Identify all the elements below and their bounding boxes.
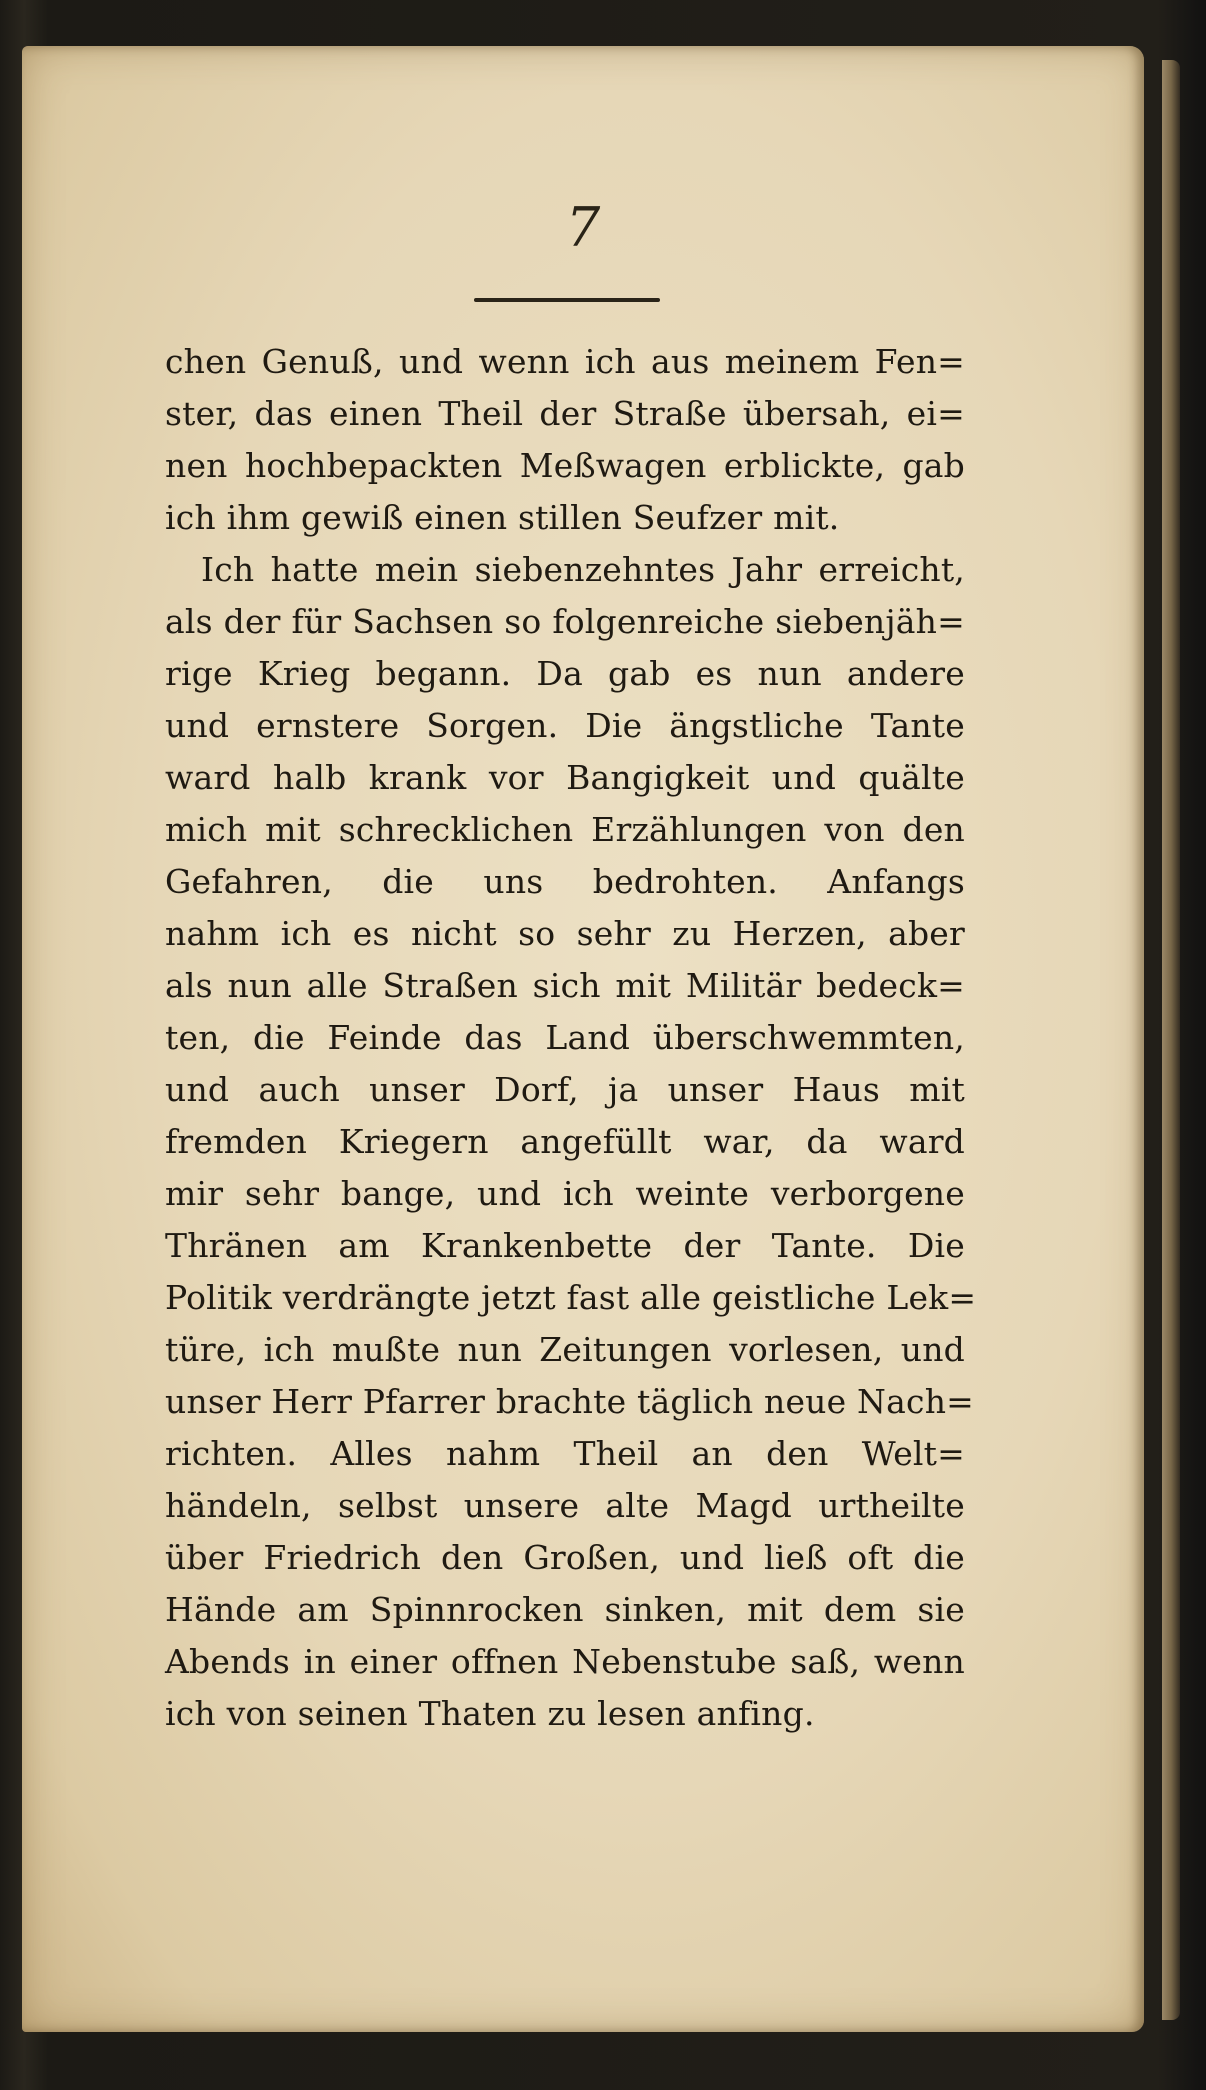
text-line: als der für Sachsen so folgenreiche siebenjäh=	[165, 602, 965, 641]
body-text	[165, 336, 977, 1740]
text-line: Abends in einer offnen Nebenstube saß, wenn	[165, 1642, 965, 1681]
text-line: ward halb krank vor Bangigkeit und quälte	[165, 758, 965, 797]
text-line: richten. Alles nahm Theil an den Welt=	[165, 1434, 965, 1473]
text-line: nen hochbepackten Meßwagen erblickte, gab	[165, 446, 965, 485]
text-line: ich ihm gewiß einen stillen Seufzer mit.	[165, 498, 840, 537]
text-line: ster, das einen Theil der Straße übersah, ei=	[165, 394, 965, 433]
text-line: ich von seinen Thaten zu lesen anfing.	[165, 1694, 815, 1733]
text-line: und ernstere Sorgen. Die ängstliche Tante	[165, 706, 965, 745]
text-line: Hände am Spinnrocken sinken, mit dem sie	[165, 1590, 965, 1629]
text-line: Gefahren, die uns bedrohten. Anfangs	[165, 862, 965, 901]
text-line: über Friedrich den Großen, und ließ oft die	[165, 1538, 965, 1577]
text-line: nahm ich es nicht so sehr zu Herzen, aber	[165, 914, 965, 953]
text-line: Ich hatte mein siebenzehntes Jahr erreicht,	[201, 550, 965, 589]
text-line: als nun alle Straßen sich mit Militär bedeck=	[165, 966, 965, 1005]
text-line: chen Genuß, und wenn ich aus meinem Fen=	[165, 342, 965, 381]
text-line: händeln, selbst unsere alte Magd urtheilte	[165, 1486, 965, 1525]
book-page	[22, 46, 1144, 2032]
text-line: ten, die Feinde das Land überschwemmten,	[165, 1018, 965, 1057]
text-line: rige Krieg begann. Da gab es nun andere	[165, 654, 965, 693]
text-line: türe, ich mußte nun Zeitungen vorlesen, und	[165, 1330, 965, 1369]
text-line: Thränen am Krankenbette der Tante. Die	[165, 1226, 965, 1265]
text-line: mich mit schrecklichen Erzählungen von den	[165, 810, 965, 849]
page-number: 7	[565, 196, 601, 259]
text-line: Politik verdrängte jetzt fast alle geistliche Lek=	[165, 1278, 977, 1317]
text-line: mir sehr bange, und ich weinte verborgene	[165, 1174, 965, 1213]
page-edge	[1162, 60, 1180, 2020]
page-number-rule	[474, 298, 660, 302]
text-line: fremden Kriegern angefüllt war, da ward	[165, 1122, 965, 1161]
text-line: und auch unser Dorf, ja unser Haus mit	[165, 1070, 965, 1109]
text-line: unser Herr Pfarrer brachte täglich neue Nach=	[165, 1382, 974, 1421]
